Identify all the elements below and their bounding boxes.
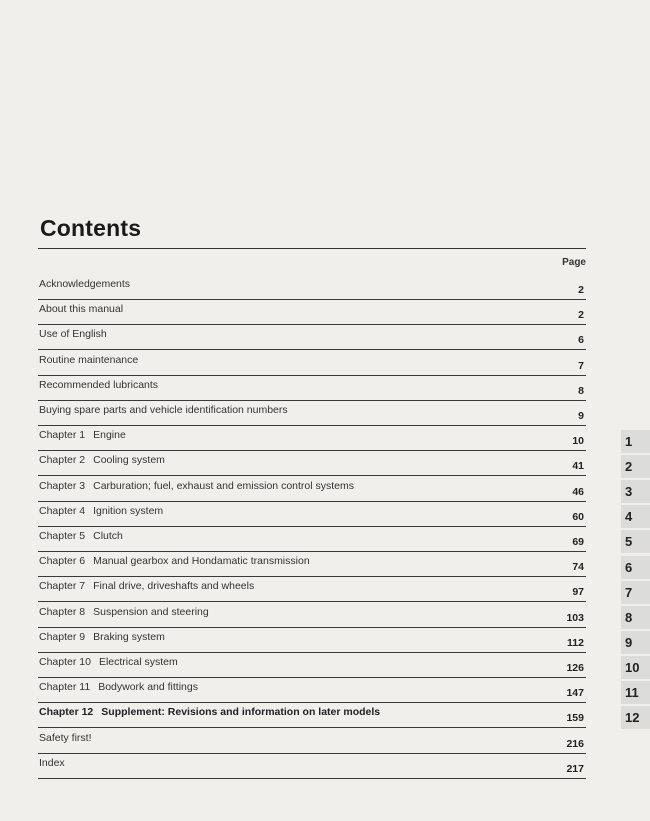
toc-chapter-number: Chapter 4 [39,504,86,517]
toc-entry[interactable] [38,299,586,325]
toc-entry-title: Suspension and steering [93,605,209,618]
toc-page-number: 69 [572,536,584,548]
toc-page-number: 60 [572,510,584,523]
toc-entry[interactable] [38,753,586,779]
toc-page-number: 97 [572,586,584,599]
chapter-tab[interactable]: 10 [621,656,650,679]
toc-entry[interactable] [38,324,586,350]
toc-entry-title: Clutch [93,530,123,542]
toc-entry-label [39,706,380,718]
toc-chapter-number: Chapter 2 [39,454,86,467]
toc-chapter-number: Chapter 1 [39,429,86,442]
toc-entry-label [39,606,209,618]
toc-page-number: 8 [578,384,584,397]
toc-page-number: 147 [566,687,584,700]
toc-entry-title: Bodywork and fittings [98,681,198,694]
toc-entry-title: Index [39,756,65,769]
chapter-tab[interactable]: 4 [621,505,650,528]
toc-page-number: 9 [578,410,584,422]
toc-entry-label [39,354,138,366]
toc-chapter-number: Chapter 9 [39,630,86,643]
toc-page-number: 46 [572,485,584,498]
toc-page-number: 2 [578,284,584,296]
toc-entry-title: Safety first! [39,731,92,744]
toc-page-number: 112 [567,636,584,649]
toc-entry[interactable] [38,677,586,703]
chapter-tab[interactable]: 9 [621,631,650,654]
toc-entry[interactable] [38,627,586,653]
toc-entry-label [39,732,92,744]
toc-entry-label [39,505,163,517]
toc-entry[interactable] [38,702,586,728]
toc-chapter-number: Chapter 12 [39,706,94,719]
toc-entry-title: Recommended lubricants [39,378,159,391]
toc-entry-title: Use of English [39,328,107,341]
toc-chapter-number: Chapter 7 [39,580,86,593]
toc-chapter-number: Chapter 11 [39,681,91,694]
toc-entry-title: Electrical system [98,656,178,668]
chapter-tab[interactable]: 3 [621,480,650,503]
toc-entry[interactable] [38,501,586,527]
toc-entry-title: Braking system [93,630,165,643]
toc-chapter-number: Chapter 10 [39,656,91,668]
title-rule [38,248,586,249]
chapter-tab[interactable]: 12 [621,706,650,729]
toc-entry-title: Acknowledgements [39,278,131,290]
toc-entry-title: Manual gearbox and Hondamatic transmission [93,555,310,568]
toc-entry-label [39,681,198,693]
toc-entry[interactable] [38,652,586,678]
toc-entry-label [39,555,310,567]
chapter-tab[interactable]: 5 [621,530,650,553]
chapter-tab[interactable]: 6 [621,556,650,579]
toc-entry[interactable] [38,526,586,552]
toc-entry-label [39,480,354,492]
toc-entry[interactable] [38,576,586,602]
toc-page-number: 103 [566,611,584,624]
toc-entry-title: Carburation; fuel, exhaust and emission control systems [93,479,354,492]
toc-entry[interactable] [38,274,586,300]
toc-entry[interactable] [38,476,586,502]
toc-entry[interactable] [38,551,586,577]
toc-page-number: 41 [572,460,584,473]
chapter-tab[interactable]: 11 [621,681,650,704]
toc-entry-title: Final drive, driveshafts and wheels [93,580,255,593]
toc-entry-label [39,530,123,542]
toc-chapter-number: Chapter 3 [39,479,86,492]
toc-entry-label [39,404,288,416]
toc-page-number: 10 [572,435,584,448]
toc-page-number: 217 [566,762,584,775]
toc-entry[interactable] [38,425,586,451]
chapter-tab[interactable]: 8 [621,606,650,629]
toc-entry[interactable] [38,375,586,401]
toc-entry[interactable] [38,728,586,754]
toc-page-number: 216 [566,737,584,750]
toc-entry-label [39,757,65,769]
toc-page-number: 6 [578,334,584,347]
toc-entry[interactable] [38,400,586,426]
toc-entry-title: About this manual [39,303,124,316]
toc-entry-title: Routine maintenance [39,353,139,366]
toc-page-number: 2 [578,309,584,322]
page-column-header: Page [562,257,586,268]
toc-entry-label [39,278,130,290]
toc-entry-label [39,328,107,340]
toc-chapter-number: Chapter 8 [39,605,86,618]
toc-chapter-number: Chapter 5 [39,530,86,542]
toc-entry-title: Ignition system [93,504,164,517]
toc-entry-label [39,656,178,668]
toc-page-number: 126 [566,662,584,674]
toc-entry-label [39,454,165,466]
toc-chapter-number: Chapter 6 [39,555,86,568]
toc-page-number: 74 [572,561,584,574]
toc-entry-title: Supplement: Revisions and information on later models [101,706,381,719]
page-title: Contents [40,215,142,241]
toc-entry-title: Cooling system [93,454,165,467]
toc-entry-label [39,303,123,315]
toc-entry-label [39,379,158,391]
toc-entry[interactable] [38,602,586,628]
toc-entry-label [39,429,126,441]
toc-entry-title: Engine [93,429,126,442]
toc-page-number: 7 [578,359,584,372]
toc-page-number: 159 [566,712,584,725]
toc-entry-label [39,631,165,643]
toc-entry[interactable] [38,350,586,376]
toc-entry-title: Buying spare parts and vehicle identification numbers [39,404,288,416]
chapter-tab[interactable]: 7 [621,581,650,604]
chapter-tab[interactable]: 2 [621,455,650,478]
chapter-tab[interactable]: 1 [621,430,650,453]
toc-entry-label [39,580,254,592]
toc-entry[interactable] [38,450,586,476]
